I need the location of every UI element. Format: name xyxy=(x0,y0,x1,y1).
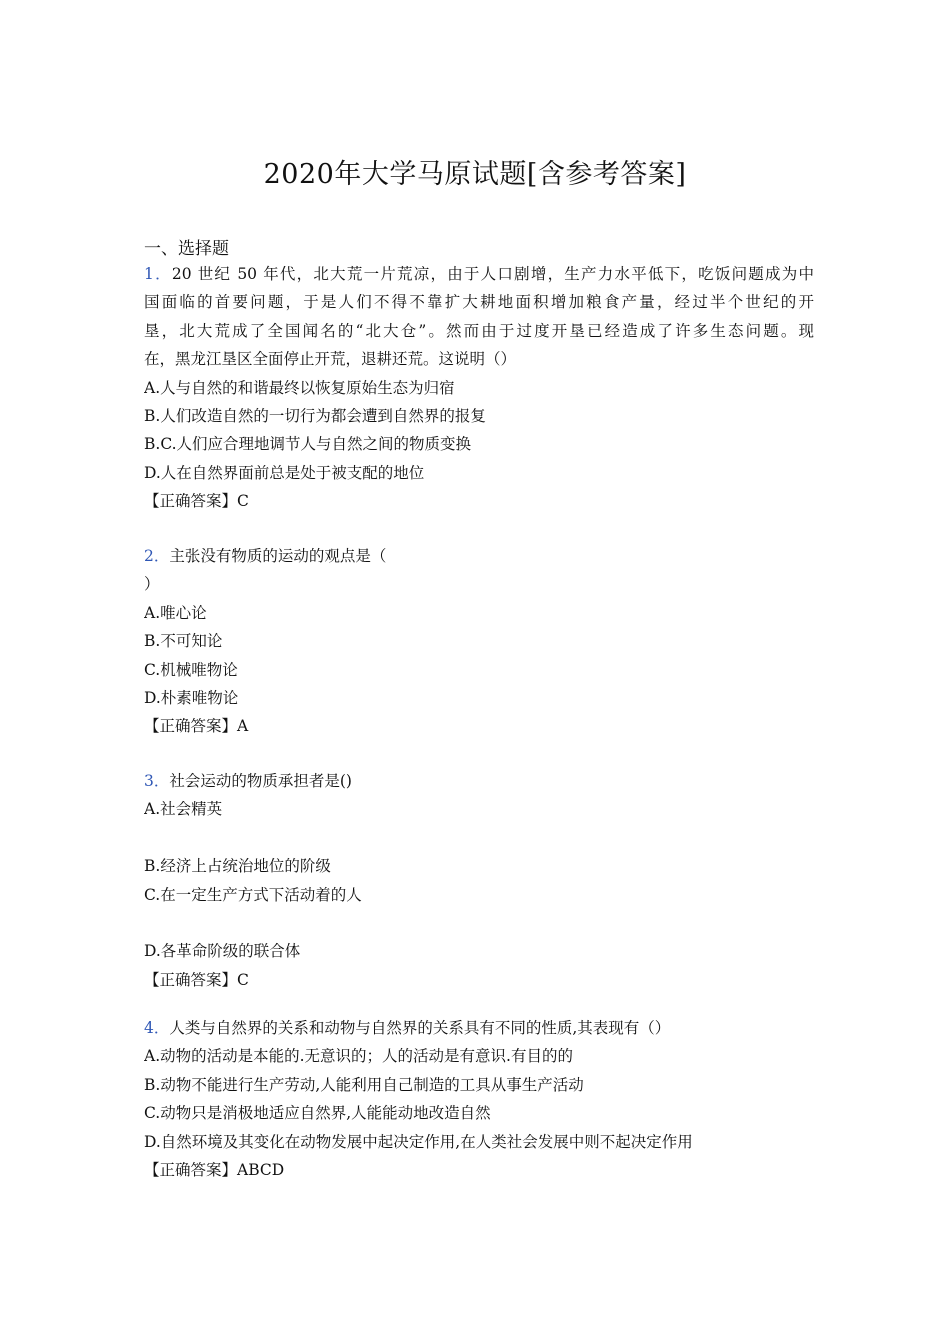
question-stem-line: 在，黑龙江垦区全面停止开荒，退耕还荒。这说明（） xyxy=(144,350,517,369)
answer-line: 【正确答案】ABCD xyxy=(144,1161,285,1180)
question-stem-line: 1．20 世纪 50 年代，北大荒一片荒凉，由于人口剧增，生产力水平低下，吃饭问题成为中 xyxy=(144,265,814,283)
question-3 xyxy=(144,767,814,994)
document-title: 2020年大学马原试题[含参考答案] xyxy=(263,159,687,190)
option-b: B.不可知论 xyxy=(144,632,223,651)
option-d: D.人在自然界面前总是处于被支配的地位 xyxy=(144,463,425,482)
option-a: A.社会精英 xyxy=(144,800,223,819)
option-c: B.C.人们应合理地调节人与自然之间的物质变换 xyxy=(144,435,472,454)
option-d: D.各革命阶级的联合体 xyxy=(144,942,301,961)
question-number: 3． xyxy=(144,772,170,790)
question-stem-line: 3．社会运动的物质承担者是() xyxy=(144,772,352,790)
question-4 xyxy=(144,1014,814,1184)
option-c: C.动物只是消极地适应自然界,人能能动地改造自然 xyxy=(144,1104,491,1123)
blank-line xyxy=(144,824,814,852)
option-a: A.唯心论 xyxy=(144,603,207,622)
section-heading: 一、选择题 xyxy=(144,239,229,259)
question-stem-line: 国面临的首要问题，于是人们不得不靠扩大耕地面积增加粮食产量，经过半个世纪的开 xyxy=(144,293,814,312)
option-c: C.机械唯物论 xyxy=(144,660,238,679)
option-c: C.在一定生产方式下活动着的人 xyxy=(144,885,362,904)
option-b: B.动物不能进行生产劳动,人能利用自己制造的工具从事生产活动 xyxy=(144,1075,584,1094)
option-a: A.人与自然的和谐最终以恢复原始生态为归宿 xyxy=(144,378,455,397)
option-d: D.自然环境及其变化在动物发展中起决定作用,在人类社会发展中则不起决定作用 xyxy=(144,1132,693,1151)
question-number: 2． xyxy=(144,547,170,565)
option-d: D.朴素唯物论 xyxy=(144,689,239,708)
option-b: B.经济上占统治地位的阶级 xyxy=(144,857,331,876)
question-1 xyxy=(144,260,814,516)
question-2 xyxy=(144,542,814,741)
question-stem-line: 垦，北大荒成了全国闻名的“北大仓”。然而由于过度开垦已经造成了许多生态问题。现 xyxy=(144,321,814,340)
answer-line: 【正确答案】C xyxy=(144,970,249,989)
answer-line: 【正确答案】A xyxy=(144,717,249,736)
question-number: 4． xyxy=(144,1019,170,1037)
question-stem-line: 4．人类与自然界的关系和动物与自然界的关系具有不同的性质,其表现有（） xyxy=(144,1019,671,1037)
blank-line xyxy=(144,909,814,937)
option-a: A.动物的活动是本能的.无意识的；人的活动是有意识.有目的的 xyxy=(144,1047,573,1066)
option-b: B.人们改造自然的一切行为都会遭到自然界的报复 xyxy=(144,407,486,426)
question-stem-line: 2．主张没有物质的运动的观点是（ xyxy=(144,547,387,565)
question-stem-line: ） xyxy=(144,575,160,594)
question-number: 1． xyxy=(144,265,172,283)
answer-line: 【正确答案】C xyxy=(144,492,249,511)
